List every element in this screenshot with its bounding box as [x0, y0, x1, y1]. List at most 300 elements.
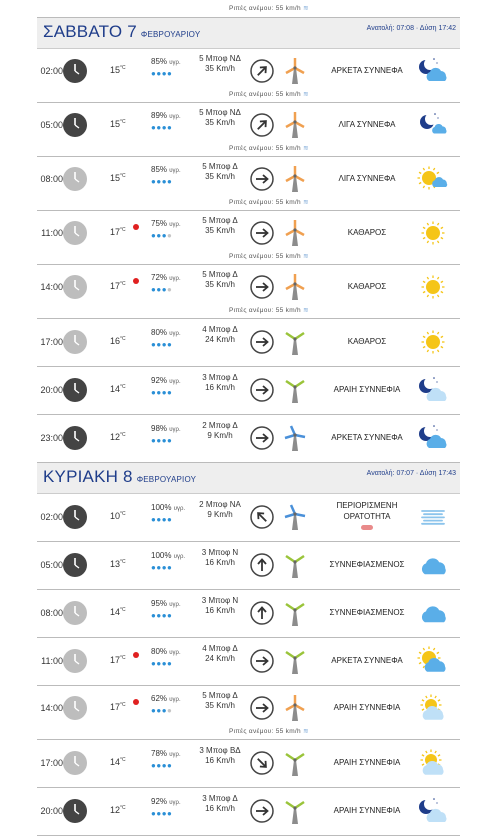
temperature-unit: °C: [120, 65, 126, 71]
temperature-value: 14: [110, 607, 121, 617]
day-title: [43, 467, 196, 487]
weather-description: [324, 500, 410, 533]
temperature: [110, 227, 126, 237]
humidity-drops-icon: ●●●●: [151, 659, 173, 668]
time-label: 20:00: [40, 806, 63, 816]
time-label: 11:00: [41, 228, 63, 238]
wind-direction-arrow-icon: [250, 505, 274, 529]
wind-speed: 35 Km/h: [205, 226, 235, 235]
wind-gust-label: [229, 198, 309, 206]
wind-info: [197, 644, 243, 664]
forecast-row: [37, 319, 460, 367]
humidity-value: 98%: [151, 424, 168, 433]
wind-direction-arrow-icon: [250, 167, 274, 191]
wind-gust-icon: ≋: [300, 145, 309, 152]
wind-gust-icon: ≋: [300, 253, 309, 260]
wind-direction-arrow-icon: [250, 751, 274, 775]
weather-description-text: ΑΡΑΙΗ ΣΥΝΝΕΦΙΑ: [333, 758, 401, 767]
clock-icon: [63, 553, 87, 577]
temperature-unit: °C: [120, 227, 126, 233]
temperature: [110, 336, 126, 346]
humidity-value: 78%: [151, 749, 168, 758]
wind-direction-arrow-icon: [250, 601, 274, 625]
wind-direction-arrow-icon: [250, 330, 274, 354]
wind-turbine-icon: [283, 504, 307, 530]
day-name-text: ΣΑΒΒΑΤΟ 7: [43, 22, 137, 41]
humidity-unit: υγρ.: [169, 752, 181, 758]
wind-direction-arrow-icon: [250, 649, 274, 673]
temperature: [110, 65, 126, 75]
weather-description: [309, 281, 425, 292]
temperature-value: 16: [110, 336, 121, 346]
humidity-unit: υγρ.: [169, 331, 181, 337]
forecast-row: [37, 415, 460, 463]
humidity-unit: υγρ.: [169, 379, 181, 385]
sun-scattered-clouds-icon: [417, 748, 449, 778]
humidity-drops-icon: ●●●●: [151, 388, 173, 397]
temperature-unit: °C: [120, 607, 126, 613]
wind-direction-arrow-icon: [250, 221, 274, 245]
forecast-row: [37, 638, 460, 686]
wind-speed: 35 Km/h: [205, 118, 235, 127]
weather-description-text: ΛΙΓΑ ΣΥΝΝΕΦΑ: [338, 174, 396, 183]
humidity-drops-icon: ●●●●: [151, 515, 173, 524]
time-label: 02:00: [40, 512, 63, 522]
forecast-table: [37, 0, 460, 836]
humidity-unit: υγρ.: [169, 168, 181, 174]
humidity-unit: υγρ.: [169, 222, 181, 228]
temperature-unit: °C: [120, 173, 126, 179]
time-label: 17:00: [40, 758, 63, 768]
temperature-value: 14: [110, 384, 121, 394]
weather-description-text: ΑΡΚΕΤΑ ΣΥΝΝΕΦΑ: [331, 656, 403, 665]
humidity-drops-icon: ●●●●: [151, 436, 173, 445]
wind-direction-arrow-icon: [250, 59, 274, 83]
clock-icon: [63, 505, 87, 529]
temperature: [110, 607, 126, 617]
wind-turbine-icon: [283, 600, 307, 626]
wind-gust-text: Ριπές ανέμου: 55 km/h: [229, 253, 301, 260]
wind-info: [197, 108, 243, 128]
sun-icon: [417, 218, 449, 248]
weather-description: [309, 227, 425, 238]
wind-beaufort: 3 Μποφ Δ: [202, 794, 238, 803]
weather-description-text: ΠΕΡΙΟΡΙΣΜΕΝΗ ΟΡΑΤΟΤΗΤΑ: [336, 501, 398, 521]
hot-indicator-icon: [133, 652, 139, 658]
day-name-text: ΚΥΡΙΑΚΗ 8: [43, 467, 133, 486]
wind-speed: 35 Km/h: [205, 64, 235, 73]
wind-speed: 35 Km/h: [205, 701, 235, 710]
temperature-unit: °C: [120, 384, 126, 390]
sun-icon: [417, 272, 449, 302]
forecast-row: [37, 740, 460, 788]
weather-description: [309, 805, 425, 816]
warning-badge-icon: [361, 525, 373, 530]
wind-speed: 24 Km/h: [205, 654, 235, 663]
humidity-value: 80%: [151, 647, 168, 656]
humidity-value: 95%: [151, 599, 168, 608]
humidity-value: 100%: [151, 551, 172, 560]
wind-direction-arrow-icon: [250, 426, 274, 450]
humidity-unit: υγρ.: [169, 800, 181, 806]
sun-scattered-clouds-icon: [417, 693, 449, 723]
time-label: 17:00: [40, 337, 63, 347]
humidity-unit: υγρ.: [169, 697, 181, 703]
humidity-value: 85%: [151, 165, 168, 174]
temperature: [110, 702, 126, 712]
time-label: 20:00: [40, 385, 63, 395]
forecast-row: [37, 542, 460, 590]
wind-turbine-icon: [283, 112, 307, 138]
humidity-unit: υγρ.: [169, 114, 181, 120]
temperature-unit: °C: [120, 702, 126, 708]
wind-speed: 16 Km/h: [205, 756, 235, 765]
previous-row-tail: [37, 0, 460, 18]
weather-description: [309, 65, 425, 76]
weather-description-text: ΚΑΘΑΡΟΣ: [347, 282, 387, 291]
wind-gust-label: [229, 252, 309, 260]
temperature: [110, 511, 126, 521]
wind-gust-label: [229, 144, 309, 152]
weather-description-text: ΑΡΑΙΗ ΣΥΝΝΕΦΙΑ: [333, 806, 401, 815]
wind-turbine-icon: [283, 377, 307, 403]
humidity-drops-icon: ●●●●: [151, 706, 173, 715]
temperature-unit: °C: [120, 511, 126, 517]
wind-info: [197, 794, 243, 814]
humidity-value: 80%: [151, 328, 168, 337]
temperature-unit: °C: [120, 559, 126, 565]
night-few-clouds-icon: [417, 110, 449, 140]
wind-gust-label: [229, 727, 309, 735]
time-label: 23:00: [40, 433, 63, 443]
weather-description-text: ΑΡΑΙΗ ΣΥΝΝΕΦΙΑ: [333, 385, 401, 394]
weather-description-text: ΑΡΑΙΗ ΣΥΝΝΕΦΙΑ: [333, 703, 401, 712]
weather-description-text: ΑΡΚΕΤΑ ΣΥΝΝΕΦΑ: [331, 66, 403, 75]
wind-info: [197, 270, 243, 290]
wind-info: [197, 500, 243, 520]
wind-gust-label: [229, 306, 309, 314]
humidity: [151, 424, 181, 433]
humidity-drops-icon: ●●●●: [151, 563, 173, 572]
temperature-unit: °C: [120, 336, 126, 342]
temperature-value: 15: [110, 173, 121, 183]
wind-speed: 24 Km/h: [205, 335, 235, 344]
wind-speed: 16 Km/h: [205, 606, 235, 615]
overcast-icon: [417, 550, 449, 580]
temperature-unit: °C: [120, 119, 126, 125]
humidity-unit: υγρ.: [169, 602, 181, 608]
weather-description: [309, 559, 425, 570]
humidity-drops-icon: ●●●●: [151, 177, 173, 186]
forecast-row: [37, 49, 460, 103]
day-month: ΦΕΒΡΟΥΑΡΙΟΥ: [136, 475, 197, 484]
wind-beaufort: 3 Μποφ Ν: [201, 548, 239, 557]
weather-description: [309, 432, 425, 443]
weather-description: [309, 119, 425, 130]
forecast-row: [37, 788, 460, 836]
humidity: [151, 749, 181, 758]
temperature-value: 15: [110, 119, 121, 129]
wind-info: [197, 162, 243, 182]
night-scattered-clouds-icon: [417, 375, 449, 405]
humidity: [151, 551, 185, 560]
wind-info: [197, 691, 243, 711]
wind-info: [197, 421, 243, 441]
weather-description: [309, 655, 425, 666]
wind-beaufort: 2 Μποφ Δ: [202, 421, 238, 430]
humidity: [151, 797, 181, 806]
wind-info: [197, 548, 243, 568]
wind-gust-label: Ριπές ανέμου: 55 km/h ≋: [229, 5, 309, 12]
wind-direction-arrow-icon: [250, 275, 274, 299]
wind-speed: 9 Km/h: [207, 510, 233, 519]
humidity-drops-icon: ●●●●: [151, 231, 173, 240]
wind-gust-icon: ≋: [300, 728, 309, 735]
time-label: 08:00: [40, 608, 63, 618]
weather-description: [309, 336, 425, 347]
temperature-value: 15: [110, 65, 121, 75]
temperature: [110, 281, 126, 291]
overcast-icon: [417, 598, 449, 628]
clock-icon: [63, 799, 87, 823]
wind-turbine-icon: [283, 552, 307, 578]
temperature-value: 14: [110, 757, 121, 767]
wind-beaufort: 3 Μποφ Ν: [201, 596, 239, 605]
humidity: [151, 57, 181, 66]
wind-gust-icon: ≋: [300, 91, 309, 98]
clock-icon: [63, 696, 87, 720]
temperature: [110, 119, 126, 129]
forecast-row: [37, 103, 460, 157]
temperature: [110, 655, 126, 665]
clock-icon: [63, 601, 87, 625]
temperature-value: 17: [110, 227, 121, 237]
humidity-drops-icon: ●●●●: [151, 69, 173, 78]
wind-direction-arrow-icon: [250, 113, 274, 137]
humidity: [151, 376, 181, 385]
wind-info: [197, 54, 243, 74]
humidity-value: 92%: [151, 376, 168, 385]
wind-gust-text: Ριπές ανέμου: 55 km/h: [229, 199, 301, 206]
temperature: [110, 559, 126, 569]
humidity-unit: υγρ.: [173, 506, 186, 512]
sunrise-sunset: Ανατολή: 07:07 · Δύση 17:43: [366, 470, 456, 477]
wind-direction-arrow-icon: [250, 696, 274, 720]
temperature-unit: °C: [120, 281, 126, 287]
wind-turbine-icon: [283, 274, 307, 300]
wind-info: [197, 216, 243, 236]
wind-direction-arrow-icon: [250, 378, 274, 402]
temperature: [110, 805, 126, 815]
humidity-value: 92%: [151, 797, 168, 806]
temperature-value: 10: [110, 511, 121, 521]
time-label: 11:00: [41, 656, 63, 666]
clock-icon: [63, 330, 87, 354]
humidity-value: 62%: [151, 694, 168, 703]
humidity-drops-icon: ●●●●: [151, 340, 173, 349]
temperature: [110, 384, 126, 394]
humidity-value: 72%: [151, 273, 168, 282]
sun-few-clouds-icon: [417, 164, 449, 194]
humidity-drops-icon: ●●●●: [151, 285, 173, 294]
humidity-drops-icon: ●●●●: [151, 809, 173, 818]
wind-turbine-icon: [283, 58, 307, 84]
day-header: [37, 463, 460, 494]
wind-info: [197, 596, 243, 616]
humidity-value: 85%: [151, 57, 168, 66]
wind-beaufort: 3 Μποφ Δ: [202, 373, 238, 382]
wind-beaufort: 2 Μποφ ΝΑ: [199, 500, 241, 509]
clock-icon: [63, 113, 87, 137]
temperature-unit: °C: [120, 757, 126, 763]
wind-beaufort: 4 Μποφ Δ: [202, 325, 238, 334]
wind-beaufort: 5 Μποφ ΝΔ: [199, 108, 241, 117]
humidity-drops-icon: ●●●●: [151, 123, 173, 132]
time-label: 02:00: [40, 66, 63, 76]
forecast-row: [37, 686, 460, 740]
wind-gust-label: [229, 90, 309, 98]
humidity-unit: υγρ.: [169, 650, 181, 656]
wind-speed: 16 Km/h: [205, 558, 235, 567]
weather-description: [309, 607, 425, 618]
wind-info: [197, 746, 243, 766]
forecast-row: [37, 494, 460, 542]
day-title: [43, 22, 200, 42]
temperature-value: 12: [110, 432, 121, 442]
wind-beaufort: 3 Μποφ ΒΔ: [199, 746, 241, 755]
weather-description-text: ΣΥΝΝΕΦΙΑΣΜΕΝΟΣ: [329, 608, 405, 617]
humidity-unit: υγρ.: [173, 554, 186, 560]
humidity: [151, 219, 181, 228]
wind-speed: 16 Km/h: [205, 804, 235, 813]
wind-beaufort: 4 Μποφ Δ: [202, 644, 238, 653]
time-label: 14:00: [40, 282, 63, 292]
clock-icon: [63, 649, 87, 673]
temperature: [110, 173, 126, 183]
forecast-row: [37, 157, 460, 211]
clock-icon: [63, 378, 87, 402]
wind-direction-arrow-icon: [250, 799, 274, 823]
sun-partly-cloudy-icon: [417, 646, 449, 676]
day-month: ΦΕΒΡΟΥΑΡΙΟΥ: [140, 30, 201, 39]
hot-indicator-icon: [133, 699, 139, 705]
sun-icon: [417, 327, 449, 357]
wind-gust-text: Ριπές ανέμου: 55 km/h: [229, 307, 301, 314]
weather-description-text: ΣΥΝΝΕΦΙΑΣΜΕΝΟΣ: [329, 560, 405, 569]
wind-speed: 16 Km/h: [205, 383, 235, 392]
humidity: [151, 111, 181, 120]
wind-gust-icon: ≋: [300, 307, 309, 314]
clock-icon: [63, 167, 87, 191]
humidity: [151, 165, 181, 174]
humidity-drops-icon: ●●●●: [151, 611, 173, 620]
wind-turbine-icon: [283, 220, 307, 246]
humidity: [151, 273, 181, 282]
wind-direction-arrow-icon: [250, 553, 274, 577]
day-header: [37, 18, 460, 49]
hot-indicator-icon: [133, 278, 139, 284]
clock-icon: [63, 275, 87, 299]
temperature-value: 17: [110, 702, 121, 712]
humidity-unit: υγρ.: [169, 60, 181, 66]
weather-description-text: ΛΙΓΑ ΣΥΝΝΕΦΑ: [338, 120, 396, 129]
temperature-unit: °C: [120, 805, 126, 811]
humidity: [151, 647, 181, 656]
wind-turbine-icon: [283, 695, 307, 721]
wind-info: [197, 325, 243, 345]
wind-gust-text: Ριπές ανέμου: 55 km/h: [229, 145, 301, 152]
temperature-unit: °C: [120, 655, 126, 661]
humidity-value: 75%: [151, 219, 168, 228]
wind-beaufort: 5 Μποφ Δ: [202, 270, 238, 279]
wind-turbine-icon: [283, 798, 307, 824]
wind-turbine-icon: [283, 750, 307, 776]
wind-gust-icon: ≋: [303, 5, 309, 12]
temperature: [110, 757, 126, 767]
time-label: 08:00: [40, 174, 63, 184]
temperature-value: 13: [110, 559, 121, 569]
weather-description-text: ΑΡΚΕΤΑ ΣΥΝΝΕΦΑ: [331, 433, 403, 442]
temperature-unit: °C: [120, 432, 126, 438]
humidity-drops-icon: ●●●●: [151, 761, 173, 770]
wind-beaufort: 5 Μποφ ΝΔ: [199, 54, 241, 63]
clock-icon: [63, 426, 87, 450]
night-partly-cloudy-icon: [417, 423, 449, 453]
humidity: [151, 599, 181, 608]
humidity-value: 89%: [151, 111, 168, 120]
weather-description: [309, 702, 425, 713]
humidity-value: 100%: [151, 503, 172, 512]
night-partly-cloudy-icon: [417, 56, 449, 86]
wind-turbine-icon: [283, 425, 307, 451]
wind-turbine-icon: [283, 648, 307, 674]
wind-beaufort: 5 Μποφ Δ: [202, 216, 238, 225]
time-label: 14:00: [40, 703, 63, 713]
wind-gust-text: Ριπές ανέμου: 55 km/h: [229, 91, 301, 98]
temperature: [110, 432, 126, 442]
wind-info: [197, 373, 243, 393]
forecast-row: [37, 265, 460, 319]
humidity-unit: υγρ.: [169, 276, 181, 282]
wind-gust-icon: ≋: [300, 199, 309, 206]
wind-turbine-icon: [283, 166, 307, 192]
forecast-row: [37, 367, 460, 415]
fog-icon: [417, 502, 449, 532]
clock-icon: [63, 751, 87, 775]
wind-gust-text: Ριπές ανέμου: 55 km/h: [229, 728, 301, 735]
sunrise-sunset: Ανατολή: 07:08 · Δύση 17:42: [366, 25, 456, 32]
wind-speed: 35 Km/h: [205, 172, 235, 181]
clock-icon: [63, 221, 87, 245]
wind-beaufort: 5 Μποφ Δ: [202, 162, 238, 171]
weather-description: [309, 173, 425, 184]
wind-turbine-icon: [283, 329, 307, 355]
wind-beaufort: 5 Μποφ Δ: [202, 691, 238, 700]
temperature-value: 12: [110, 805, 121, 815]
humidity-unit: υγρ.: [169, 427, 181, 433]
wind-speed: 35 Km/h: [205, 280, 235, 289]
weather-description: [309, 384, 425, 395]
weather-description-text: ΚΑΘΑΡΟΣ: [347, 228, 387, 237]
night-scattered-clouds-icon: [417, 796, 449, 826]
humidity: [151, 694, 181, 703]
humidity: [151, 503, 185, 512]
wind-speed: 9 Km/h: [207, 431, 233, 440]
forecast-row: [37, 211, 460, 265]
weather-description-text: ΚΑΘΑΡΟΣ: [347, 337, 387, 346]
time-label: 05:00: [40, 120, 63, 130]
weather-description: [309, 757, 425, 768]
